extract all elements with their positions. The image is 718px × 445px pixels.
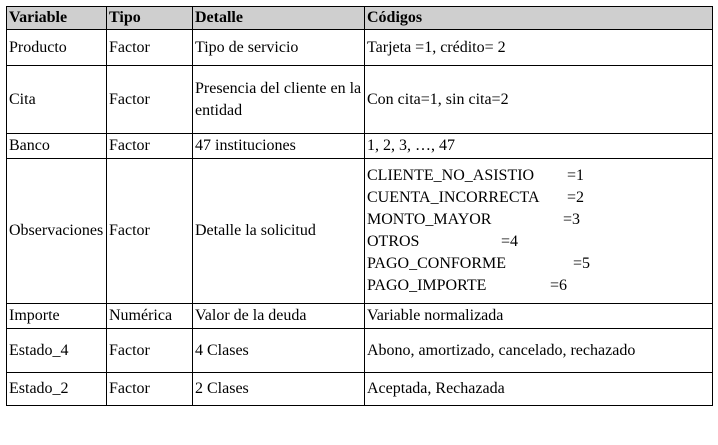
cell-codigos <box>365 159 713 304</box>
code-line <box>367 187 710 209</box>
code-name: PAGO_IMPORTE <box>367 277 487 294</box>
cell-detalle: 2 Clases <box>193 373 365 406</box>
cell-codigos: Tarjeta =1, crédito= 2 <box>365 30 713 66</box>
code-line <box>367 165 710 187</box>
cell-variable: Banco <box>7 134 107 159</box>
codes-list <box>367 165 710 297</box>
cell-detalle: Valor de la deuda <box>193 304 365 329</box>
code-value: =1 <box>567 167 585 184</box>
table-row-estado-4 <box>7 329 713 373</box>
code-line <box>367 253 710 275</box>
cell-detalle: Detalle la solicitud <box>193 159 365 304</box>
code-value: =5 <box>573 255 591 272</box>
cell-tipo: Factor <box>107 66 193 134</box>
code-name: MONTO_MAYOR <box>367 211 492 228</box>
code-value: =4 <box>501 233 519 250</box>
cell-variable: Importe <box>7 304 107 329</box>
code-name: OTROS <box>367 233 420 250</box>
code-name: CLIENTE_NO_ASISTIO <box>367 167 535 184</box>
cell-detalle: 47 instituciones <box>193 134 365 159</box>
table-row-producto <box>7 30 713 66</box>
cell-tipo: Factor <box>107 30 193 66</box>
cell-codigos: Aceptada, Rechazada <box>365 373 713 406</box>
header-tipo: Tipo <box>107 7 193 30</box>
variables-table <box>6 6 713 406</box>
cell-variable: Estado_4 <box>7 329 107 373</box>
table-row-estado-2 <box>7 373 713 406</box>
cell-variable: Producto <box>7 30 107 66</box>
code-value: =3 <box>563 211 581 228</box>
cell-tipo: Factor <box>107 159 193 304</box>
code-value: =2 <box>567 189 585 206</box>
table-row-importe <box>7 304 713 329</box>
header-codigos: Códigos <box>365 7 713 30</box>
cell-codigos: Variable normalizada <box>365 304 713 329</box>
table-row-banco <box>7 134 713 159</box>
cell-detalle: Tipo de servicio <box>193 30 365 66</box>
table-row-observaciones <box>7 159 713 304</box>
header-detalle: Detalle <box>193 7 365 30</box>
cell-variable: Cita <box>7 66 107 134</box>
cell-tipo: Factor <box>107 134 193 159</box>
header-variable: Variable <box>7 7 107 30</box>
cell-codigos: Con cita=1, sin cita=2 <box>365 66 713 134</box>
cell-detalle: Presencia del cliente en la entidad <box>193 66 365 134</box>
table-row-cita <box>7 66 713 134</box>
code-name: CUENTA_INCORRECTA <box>367 189 540 206</box>
code-line <box>367 209 710 231</box>
cell-codigos: 1, 2, 3, …, 47 <box>365 134 713 159</box>
code-value: =6 <box>550 277 568 294</box>
cell-tipo: Factor <box>107 373 193 406</box>
header-row <box>7 7 713 30</box>
cell-codigos: Abono, amortizado, cancelado, rechazado <box>365 329 713 373</box>
cell-detalle: 4 Clases <box>193 329 365 373</box>
cell-variable: Observaciones <box>7 159 107 304</box>
cell-tipo: Numérica <box>107 304 193 329</box>
cell-variable: Estado_2 <box>7 373 107 406</box>
code-name: PAGO_CONFORME <box>367 255 506 272</box>
cell-tipo: Factor <box>107 329 193 373</box>
code-line <box>367 275 710 297</box>
code-line <box>367 231 710 253</box>
